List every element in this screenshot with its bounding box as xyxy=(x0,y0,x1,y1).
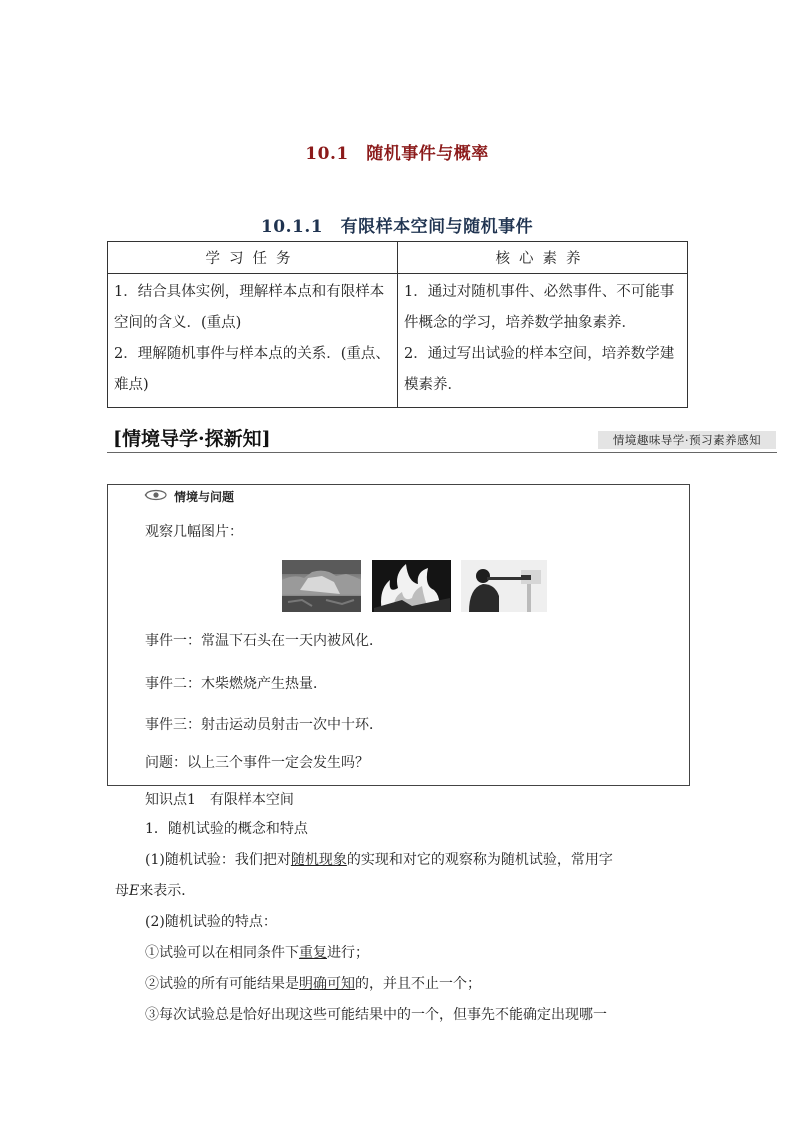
definition-text-post: 的实现和对它的观察称为随机试验，常用字 xyxy=(346,852,613,868)
definition-line-2 xyxy=(115,880,195,900)
core-literacy-cell xyxy=(398,274,688,408)
definition-symbol: E xyxy=(129,883,140,899)
literacy-item-2: 2．通过写出试验的样本空间，培养数学建模素养． xyxy=(404,346,675,393)
definition-line xyxy=(145,849,613,869)
feature-1-pre: ①试验可以在相同条件下 xyxy=(145,945,299,961)
feature-3: ③每次试验总是恰好出现这些可能结果中的一个，但事先不能确定出现哪一 xyxy=(145,1007,607,1023)
event-2: 事件二：木柴燃烧产生热量． xyxy=(145,676,327,692)
definition-text-pre: (1)随机试验：我们把对 xyxy=(145,852,291,868)
definition-term-random-phenomenon: 随机现象 xyxy=(290,852,347,868)
scenario-question: 问题：以上三个事件一定会发生吗？ xyxy=(145,755,369,771)
subsection-title: 10.1.1 有限样本空间与随机事件 xyxy=(260,217,534,237)
feature-2 xyxy=(145,973,481,993)
knowledge-item-title: 1．随机试验的概念和特点 xyxy=(145,821,308,837)
features-title: (2)随机试验的特点： xyxy=(145,914,277,930)
scenario-intro: 观察几幅图片： xyxy=(145,524,243,540)
shooter-photo xyxy=(461,560,547,612)
feature-1-post: 进行； xyxy=(327,945,369,961)
feature-2-pre: ②试验的所有可能结果是 xyxy=(145,976,299,992)
table-header-core-literacy: 核心素养 xyxy=(398,242,688,274)
event-1: 事件一：常温下石头在一天内被风化． xyxy=(145,633,383,649)
table-header-learning-tasks: 学习任务 xyxy=(108,242,398,274)
scenario-heading-label: 情境与问题 xyxy=(174,490,235,504)
section-title: 10.1 随机事件与概率 xyxy=(305,144,489,164)
feature-2-term: 明确可知 xyxy=(299,976,355,992)
scenario-heading xyxy=(144,488,234,505)
rock-photo xyxy=(282,560,361,612)
section-heading: [情境导学·探新知] xyxy=(113,428,271,450)
definition-cont-post: 来表示． xyxy=(139,883,196,899)
task-item-1: 1．结合具体实例，理解样本点和有限样本空间的含义．(重点) xyxy=(114,284,385,331)
event-3: 事件三：射击运动员射击一次中十环． xyxy=(145,717,383,733)
task-table xyxy=(107,241,688,408)
feature-2-post: 的，并且不止一个； xyxy=(355,976,481,992)
knowledge-point-title: 知识点1 有限样本空间 xyxy=(145,792,294,808)
eye-icon xyxy=(144,489,168,504)
learning-tasks-cell xyxy=(108,274,398,408)
definition-cont-pre: 母 xyxy=(115,883,129,899)
section-tag: 情境趣味导学·预习素养感知 xyxy=(598,431,776,449)
literacy-item-1: 1．通过对随机事件、必然事件、不可能事件概念的学习，培养数学抽象素养． xyxy=(404,284,675,331)
feature-1-term: 重复 xyxy=(299,945,327,961)
task-item-2: 2．理解随机事件与样本点的关系．(重点、难点) xyxy=(114,346,390,393)
feature-1 xyxy=(145,942,369,962)
fire-photo xyxy=(372,560,451,612)
